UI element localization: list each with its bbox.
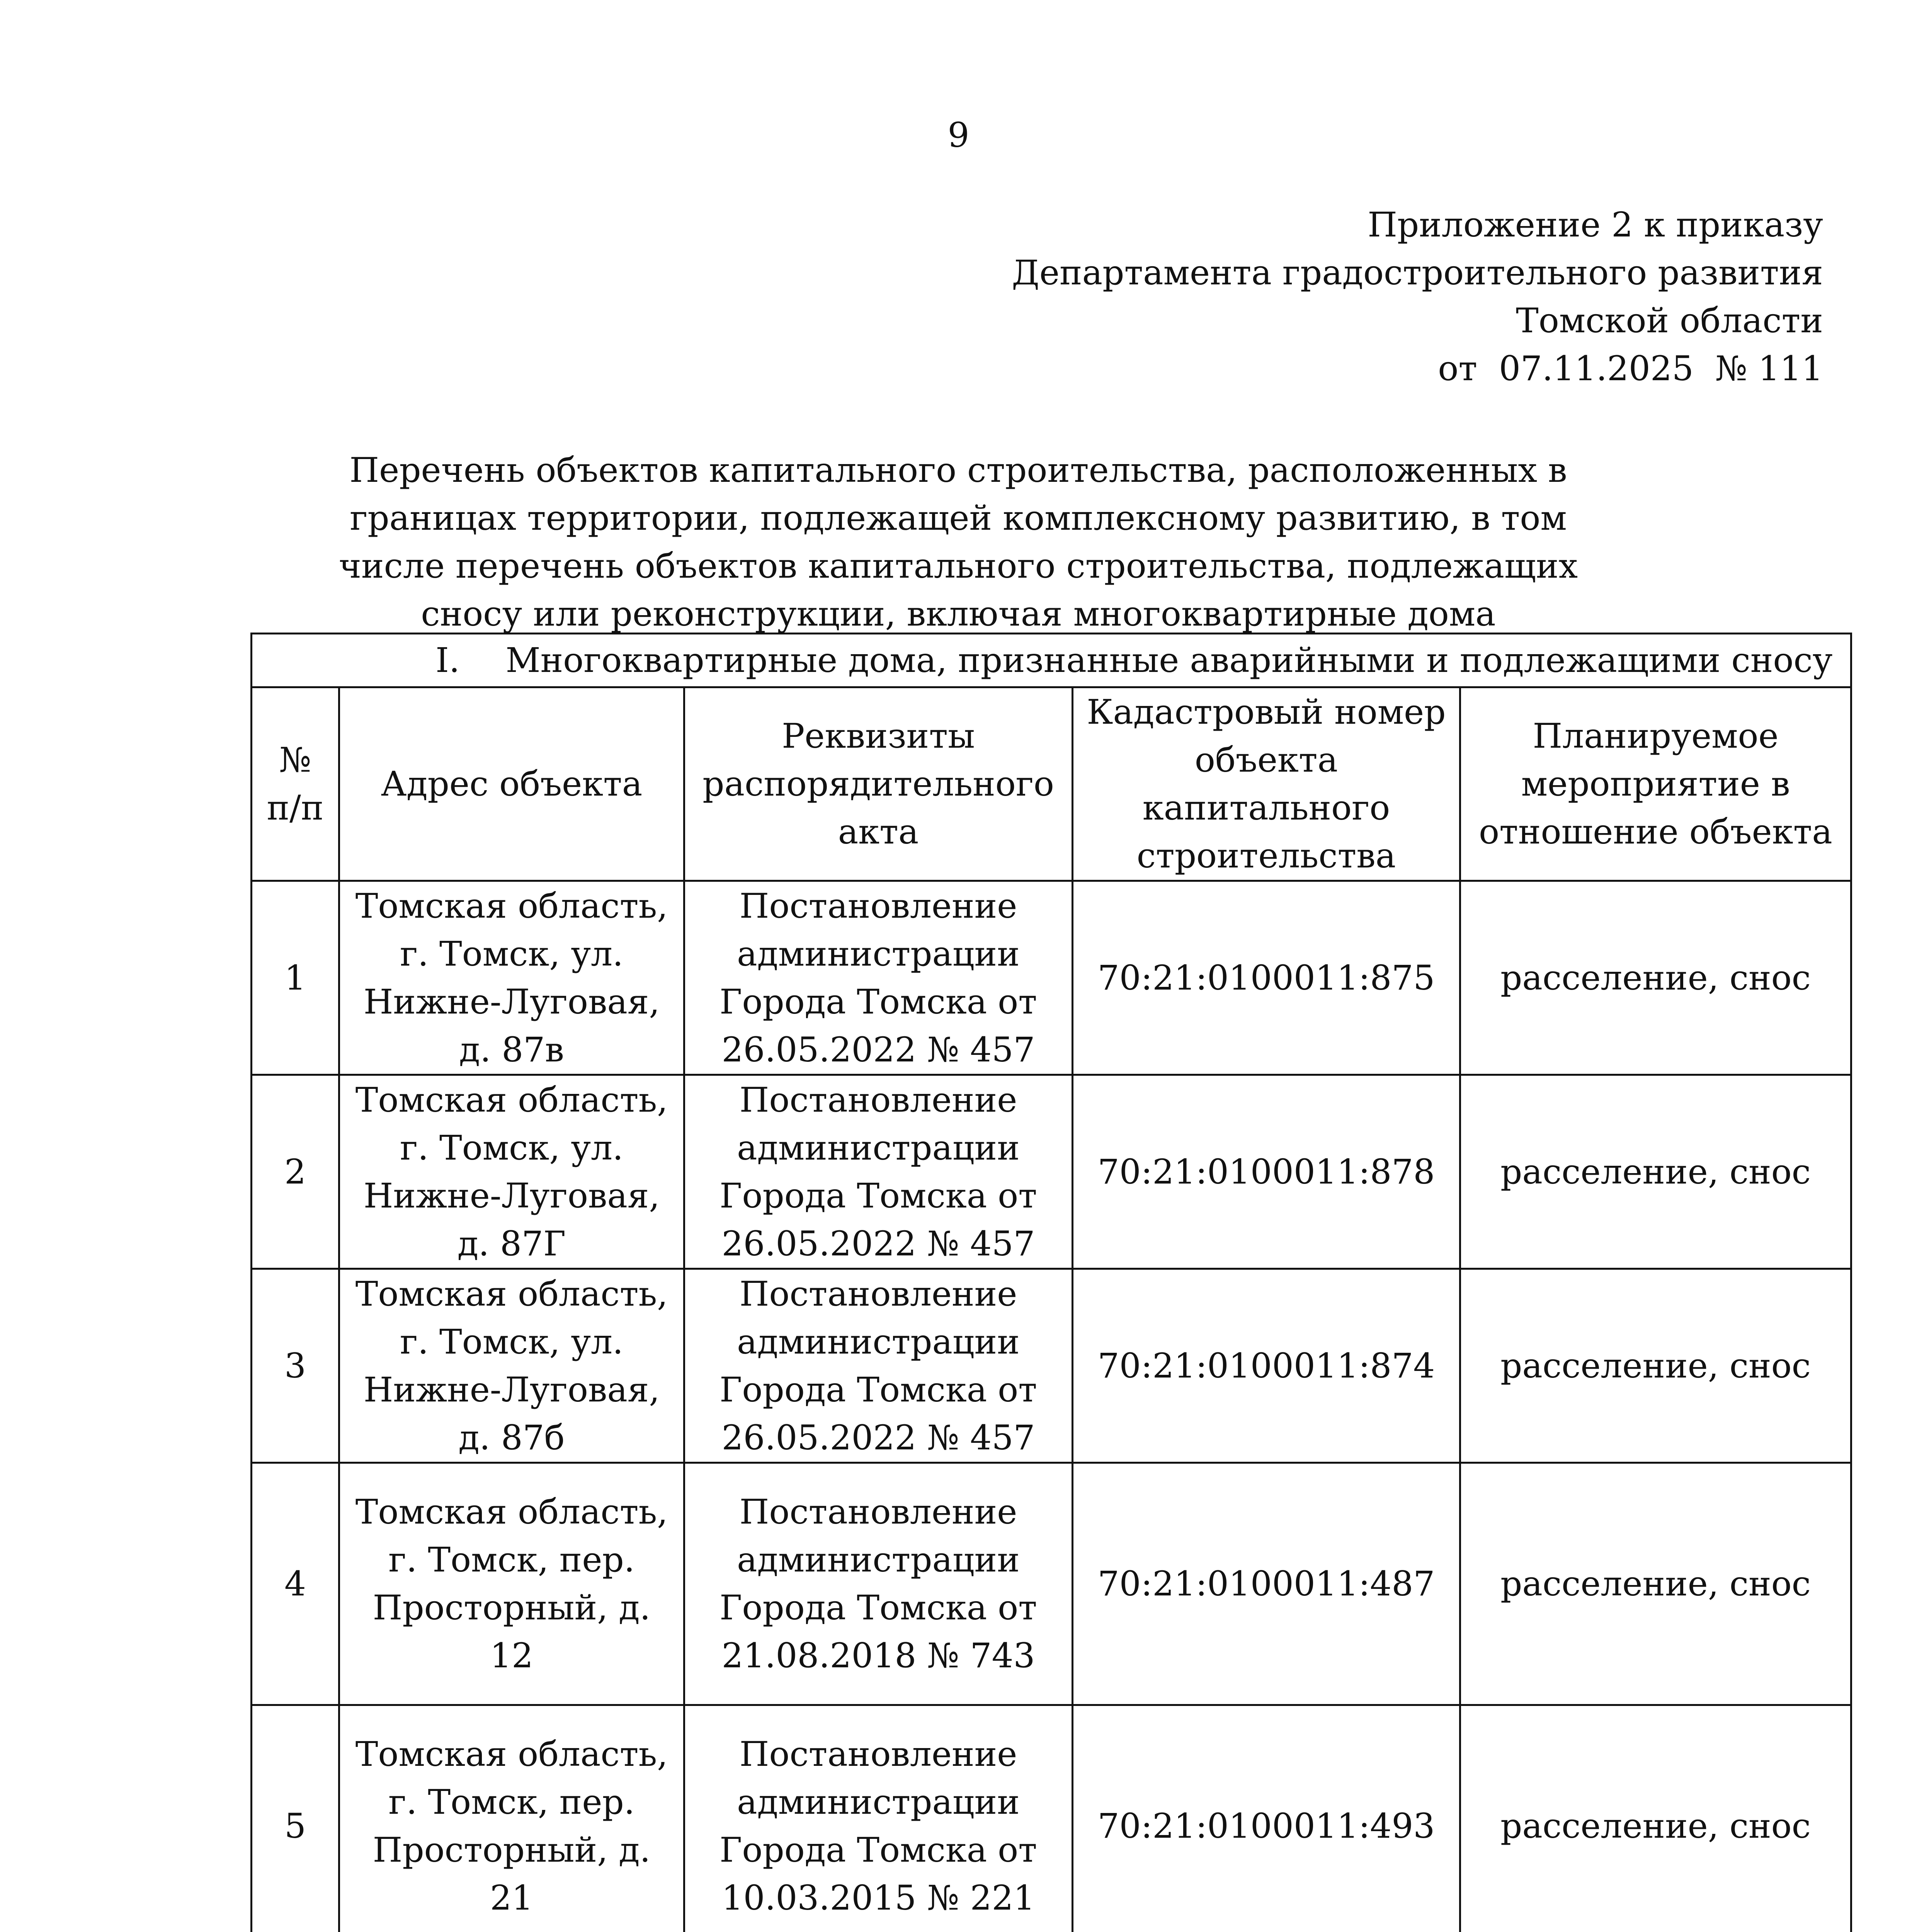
row-address: Томская область, г. Томск, ул. Нижне-Луговая, д. 87в bbox=[339, 881, 684, 1075]
annex-line-3: Томской области bbox=[1516, 301, 1823, 340]
row-cadastral: 70:21:0100011:875 bbox=[1073, 881, 1460, 1075]
row-address: Томская область, г. Томск, пер. Просторный, д. 21 bbox=[339, 1705, 684, 1932]
col-header-act: Реквизиты распорядительного акта bbox=[684, 687, 1073, 881]
row-cadastral: 70:21:0100011:493 bbox=[1073, 1705, 1460, 1932]
col-header-address: Адрес объекта bbox=[339, 687, 684, 881]
row-num: 3 bbox=[252, 1269, 339, 1463]
document-title: Перечень объектов капитального строительства, расположенных в границах территории, подлежащей комплексному развитию, в том числе перечень объектов капитального строительства, подлежащих сносу или реконструкции, включая многоквартирные дома bbox=[338, 450, 1578, 634]
row-address: Томская область, г. Томск, ул. Нижне-Луговая, д. 87б bbox=[339, 1269, 684, 1463]
row-num: 5 bbox=[252, 1705, 339, 1932]
row-num: 1 bbox=[252, 881, 339, 1075]
row-measure: расселение, снос bbox=[1460, 1269, 1851, 1463]
section-header bbox=[252, 634, 1851, 687]
row-num: 2 bbox=[252, 1075, 339, 1269]
section-number: I. bbox=[435, 640, 460, 680]
row-address: Томская область, г. Томск, ул. Нижне-Луговая, д. 87Г bbox=[339, 1075, 684, 1269]
table-row bbox=[252, 1705, 1851, 1932]
row-act: Постановление администрации Города Томска от 26.05.2022 № 457 bbox=[684, 1075, 1073, 1269]
col-header-measure: Планируемое мероприятие в отношение объекта bbox=[1460, 687, 1851, 881]
table-row bbox=[252, 881, 1851, 1075]
row-act: Постановление администрации Города Томска от 26.05.2022 № 457 bbox=[684, 1269, 1073, 1463]
column-header-row bbox=[252, 687, 1851, 881]
page-number: 9 bbox=[947, 115, 970, 155]
col-header-num: № п/п bbox=[252, 687, 339, 881]
row-address: Томская область, г. Томск, пер. Просторный, д. 12 bbox=[339, 1463, 684, 1705]
row-act: Постановление администрации Города Томска от 10.03.2015 № 221 bbox=[684, 1705, 1073, 1932]
row-act: Постановление администрации Города Томска от 21.08.2018 № 743 bbox=[684, 1463, 1073, 1705]
row-measure: расселение, снос bbox=[1460, 1075, 1851, 1269]
row-cadastral: 70:21:0100011:487 bbox=[1073, 1463, 1460, 1705]
row-num: 4 bbox=[252, 1463, 339, 1705]
row-cadastral: 70:21:0100011:874 bbox=[1073, 1269, 1460, 1463]
section-label: Многоквартирные дома, признанные аварийными и подлежащими сносу bbox=[505, 640, 1833, 680]
table-row bbox=[252, 1463, 1851, 1705]
annex-line-2: Департамента градостроительного развития bbox=[1012, 253, 1823, 293]
row-measure: расселение, снос bbox=[1460, 1705, 1851, 1932]
row-measure: расселение, снос bbox=[1460, 1463, 1851, 1705]
table-row bbox=[252, 1269, 1851, 1463]
row-measure: расселение, снос bbox=[1460, 881, 1851, 1075]
objects-table bbox=[250, 633, 1852, 1932]
section-header-row bbox=[252, 634, 1851, 687]
annex-line-1: Приложение 2 к приказу bbox=[1368, 205, 1823, 245]
table-row bbox=[252, 1075, 1851, 1269]
row-act: Постановление администрации Города Томска от 26.05.2022 № 457 bbox=[684, 881, 1073, 1075]
col-header-cadastral: Кадастровый номер объекта капитального строительства bbox=[1073, 687, 1460, 881]
row-cadastral: 70:21:0100011:878 bbox=[1073, 1075, 1460, 1269]
annex-line-4: от 07.11.2025 № 111 bbox=[1438, 349, 1823, 388]
annex-block bbox=[1012, 201, 1823, 393]
